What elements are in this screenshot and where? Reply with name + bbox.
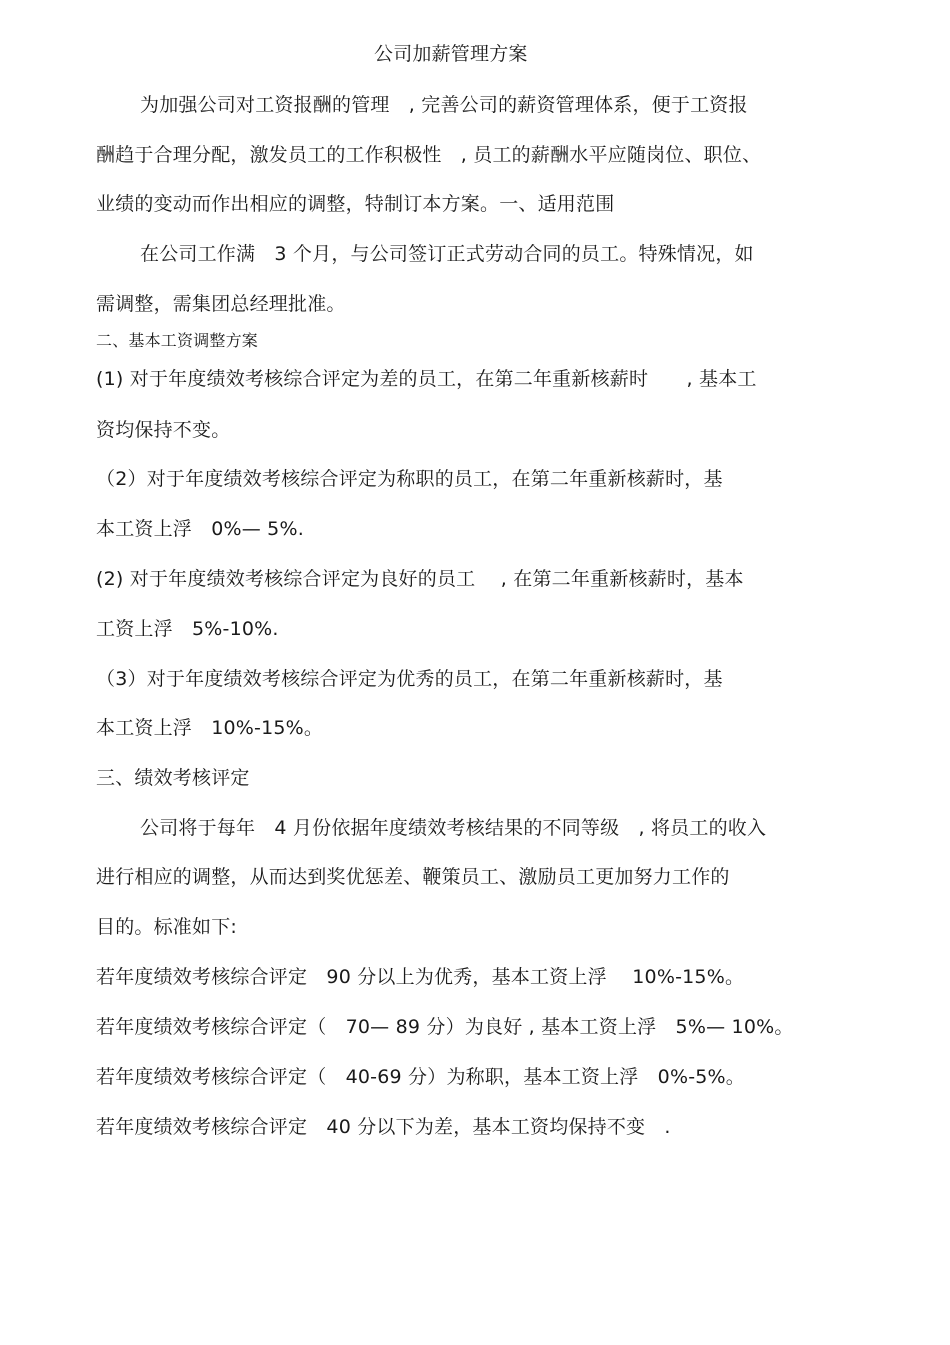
standard-competent: 若年度绩效考核综合评定（ 40-69 分）为称职，基本工资上浮 0%-5%。 xyxy=(96,1066,745,1088)
standard-excellent: 若年度绩效考核综合评定 90 分以上为优秀，基本工资上浮 10%-15%。 xyxy=(96,966,745,988)
section-2-item-4a: （3）对于年度绩效考核综合评定为优秀的员工，在第二年重新核薪时，基 xyxy=(96,668,723,690)
document-title: 公司加薪管理方案 xyxy=(374,43,528,65)
section-2-item-3a: (2) 对于年度绩效考核综合评定为良好的员工 , 在第二年重新核薪时，基本 xyxy=(96,568,744,590)
intro-line-2: 酬趋于合理分配，激发员工的工作积极性 , 员工的薪酬水平应随岗位、职位、 xyxy=(96,144,762,166)
scope-line-1: 在公司工作满 3 个月，与公司签订正式劳动合同的员工。特殊情况，如 xyxy=(140,243,754,265)
section-3-heading: 三、绩效考核评定 xyxy=(96,767,250,789)
standard-poor: 若年度绩效考核综合评定 40 分以下为差，基本工资均保持不变 . xyxy=(96,1116,671,1138)
intro-line-3: 业绩的变动而作出相应的调整，特制订本方案。一、适用范围 xyxy=(96,193,615,215)
standard-good: 若年度绩效考核综合评定（ 70— 89 分）为良好 , 基本工资上浮 5%— 10%。 xyxy=(96,1016,794,1038)
section-2-item-2a: （2）对于年度绩效考核综合评定为称职的员工，在第二年重新核薪时，基 xyxy=(96,468,723,490)
section-2-item-3b: 工资上浮 5%-10%. xyxy=(96,618,279,640)
section-2-item-1b: 资均保持不变。 xyxy=(96,419,231,441)
scope-line-2: 需调整，需集团总经理批准。 xyxy=(96,293,346,315)
section-3-intro-3: 目的。标准如下: xyxy=(96,916,238,938)
section-2-item-1a: (1) 对于年度绩效考核综合评定为差的员工，在第二年重新核薪时 , 基本工 xyxy=(96,368,757,390)
section-2-heading: 二、基本工资调整方案 xyxy=(96,331,259,350)
section-2-item-4b: 本工资上浮 10%-15%。 xyxy=(96,717,324,739)
intro-line-1: 为加强公司对工资报酬的管理 , 完善公司的薪资管理体系，便于工资报 xyxy=(140,94,748,116)
section-2-item-2b: 本工资上浮 0%— 5%. xyxy=(96,518,304,540)
section-3-intro-2: 进行相应的调整，从而达到奖优惩差、鞭策员工、激励员工更加努力工作的 xyxy=(96,866,730,888)
section-3-intro-1: 公司将于每年 4 月份依据年度绩效考核结果的不同等级 , 将员工的收入 xyxy=(140,817,767,839)
